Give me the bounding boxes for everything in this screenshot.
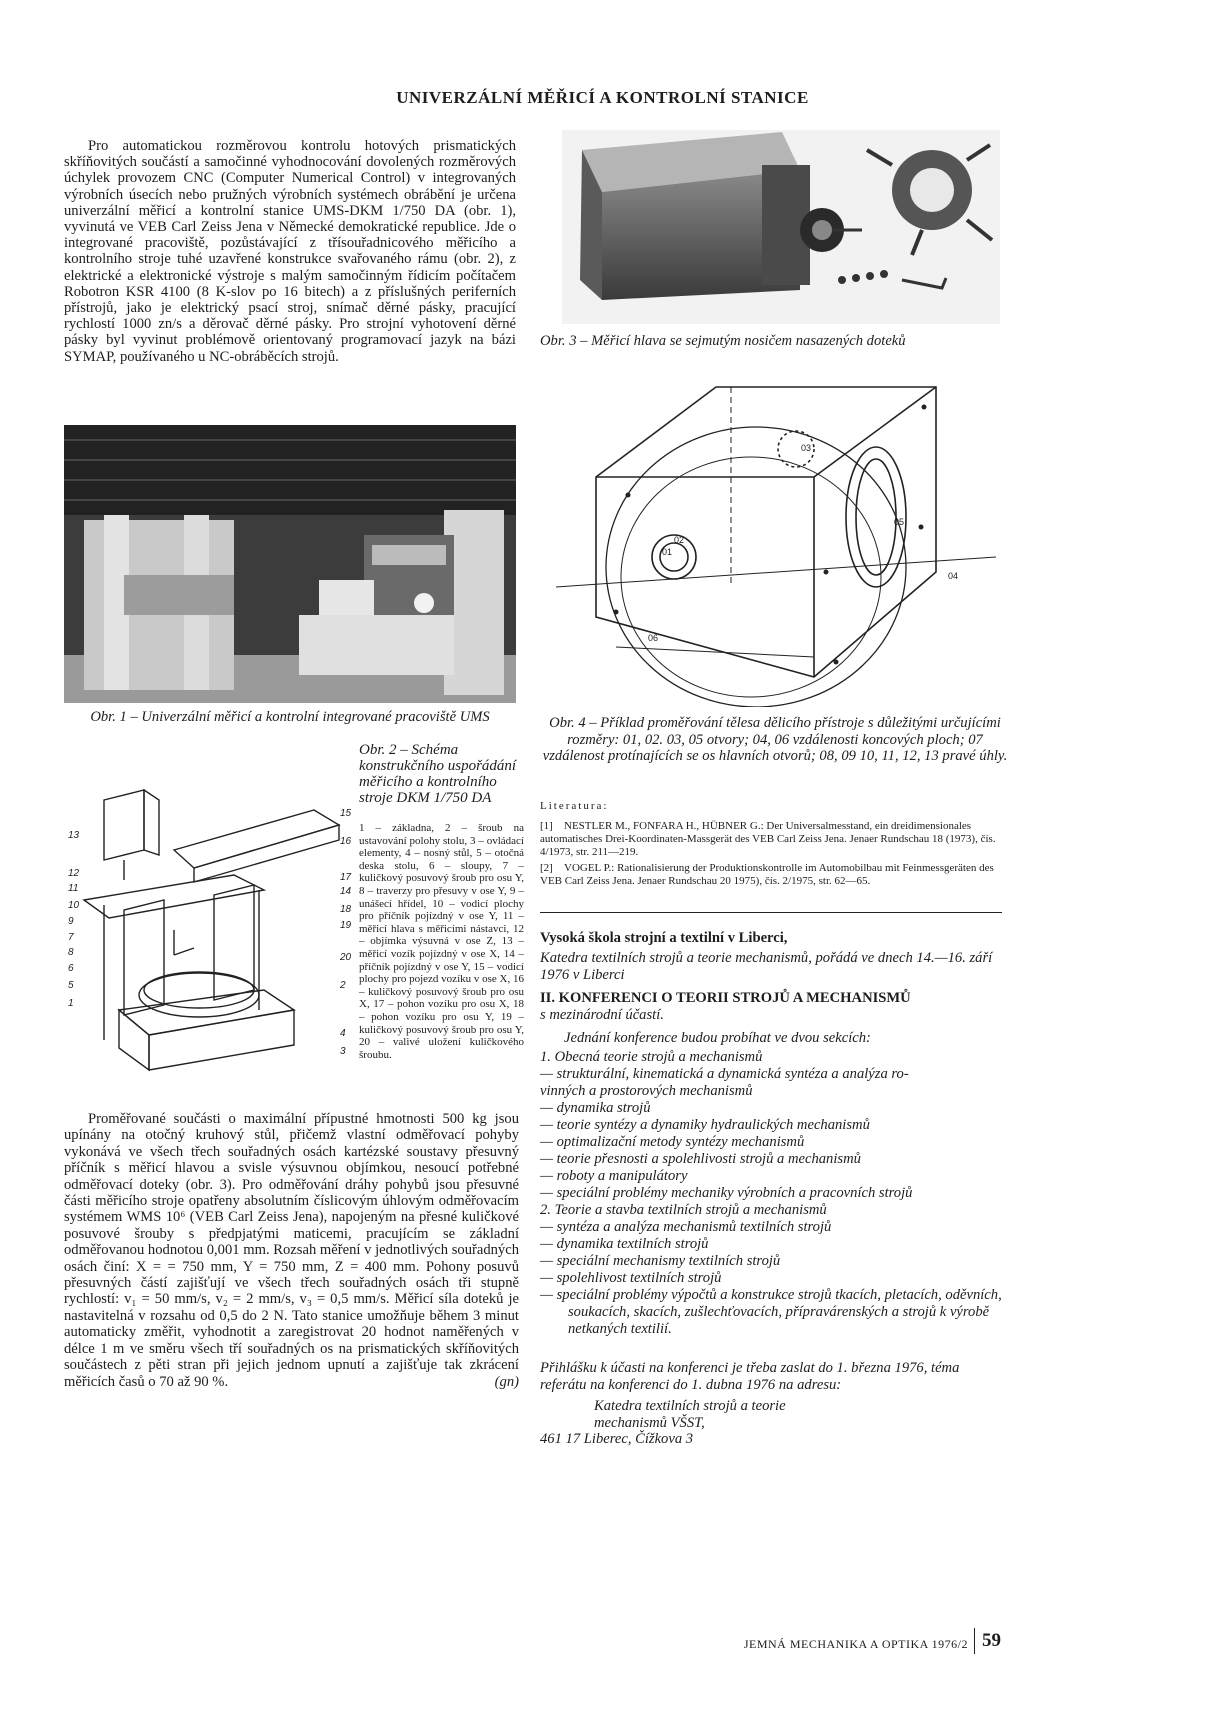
- figure-2-legend: 1 – základna, 2 – šroub na ustavování polohy stolu, 3 – ovládací elementy, 4 – nosný stůl, 5 – otočná deska stolu, 6 – sloupy, 7 – kuličkový posuvový šroub pro osu Y, 8 – traverzy pro přesuvy v ose Y, 9 – unášecí hřídel, 10 – vodicí plochy pro příčník pojízdný v ose Y, 11 – měřicí hlava s měřicími nástavci, 12 – objímka výsuvná v ose Z, 13 – měřicí vozík pojízdný v ose X, 14 – příčník pojízdný v ose Y, 15 – vodicí plochy pro pojezd vozíku v ose X, 16 – kuličkový posuvový šroub pro osu X, 17 – pohon vozíku pro osu X, 18 – pohon vozíku pro osu Y, 19 – kuličkový posuvový šroub pro osu Y, 20 – valivé uložení kuličkového šroubu.: [359, 822, 524, 1061]
- literature-heading: Literatura:: [540, 800, 609, 812]
- page-title: UNIVERZÁLNÍ MĚŘICÍ A KONTROLNÍ STANICE: [396, 88, 809, 107]
- address-line: mechanismů VŠST,: [594, 1414, 705, 1431]
- address-line: 461 17 Liberec, Čížkova 3: [540, 1431, 694, 1447]
- fig2-label-right-14: 14: [340, 886, 352, 897]
- fig2-label-left-12: 12: [68, 868, 80, 879]
- topic-item: — syntéza a analýza mechanismů textilních strojů: [540, 1219, 832, 1235]
- figure-1-caption: Obr. 1 – Univerzální měřicí a kontrolní integrované pracoviště UMS: [90, 709, 490, 725]
- topic-item: — optimalizační metody syntézy mechanismů: [540, 1134, 805, 1150]
- fig2-label-right-16: 16: [340, 836, 352, 847]
- conference-heading: II. KONFERENCI O TEORII STROJŮ A MECHANISMŮ: [540, 990, 911, 1006]
- figure-2-caption: Obr. 2 – Schéma konstrukčního uspořádání měřicího a kontrolního stroje DKM 1/750 DA: [359, 742, 517, 806]
- literature-list: [540, 820, 1002, 888]
- topic-item: vinných a prostorových mechanismů: [540, 1083, 753, 1099]
- topic-item: — dynamika strojů: [540, 1100, 651, 1116]
- conference-organizer: Vysoká škola strojní a textilní v Liberci,: [540, 930, 788, 946]
- page-number: 59: [982, 1630, 1001, 1651]
- topic-item: — strukturální, kinematická a dynamická syntéza a analýza ro-: [540, 1066, 909, 1082]
- fig4-label-06: 06: [648, 633, 659, 643]
- conference-address: [540, 1398, 1004, 1448]
- conference-application: Přihlášku k účasti na konferenci je třeba zaslat do 1. března 1976, téma referátu na konferenci do 1. dubna 1976 na adresu:: [540, 1360, 960, 1393]
- topic-item: 2. Teorie a stavba textilních strojů a mechanismů: [540, 1202, 827, 1218]
- intro-paragraph: Pro automatickou rozměrovou kontrolu hotových prismatických skříňovitých součástí a samočinné vyhodnocování dovolených rozměrových úchylek provozem CNC (Computer Numerical Control) v integrovaných výrobních úsecích nebo pružných výrobních systémech obrábění je určena univerzální měřicí a kontrolní stanice UMS-DKM 1/750 DA (obr. 1), vyvinutá ve VEB Carl Zeiss Jena v Německé demokratické republice. Jde o integrované pracoviště, pozůstávající z třísouřadnicového měřicího a kontrolního stroje tuhé uzavřené konstrukce svařovaného rámu (obr. 2), z elektrické a elektronické výstroje s malým samočinným řídicím počítačem Robotron KSR 4100 (8 K-slov po 16 bitech) a z příslušných periferních přístrojů, jako je elektrický psací stroj, snímač děrné pásky, pracující rychlostí 1000 zn/s a děrovač děrné pásky. Pro strojní vyhotovení děrné pásky byl vyvinut problémově orientovaný programovací jazyk na bázi SYMAP, používaného u NC-obráběcích strojů.: [64, 138, 516, 365]
- figure-3-photo: [562, 130, 1000, 324]
- section-divider: [540, 912, 1002, 913]
- body-text: Proměřované součásti o maximální přípustné hmotnosti 500 kg jsou upínány na otočný kruhový stůl, přičemž vlastní odměřovací pohyby vykonává ve všech třech souřadných osách kartézské soustavy přesuvný příčník s měřicí hlavou a svisle výsuvnou objímkou, nesoucí potřebné odměřovací doteky (obr. 3). Pro odměřování dráhy pohybů jsou přesuvné části měřicího stroje opatřeny absolutním číslicovým úhlovým odměřovacím systémem WMS 10⁶ (VEB Carl Zeiss Jena), napojeným na přesné kuličkové posuvové šrouby s předpjatými maticemi, pracujícím se základní odměřovanou hodnotou 0,001 mm. Rozsah měření v jednotlivých souřadných osách činí: X = = 750 mm, Y = 750 mm, Z = 400 mm. Pohony posuvů přesuvných částí zajišťují ve všech třech souřadných osách tři stupně rychlostí: v₁ = 50 mm/s, v₂ = 2 mm/s, v₃ = 0,5 mm/s. Měřicí síla doteků je nastavitelná v rozsahu od 0,5 do 2 N. Tato stanice umožňuje během 3 minut automaticky změřit, vyhodnotit a zaregistrovat 20 hodnot naměřených v délce 1 m ve směru všech tří souřadných os na prismatických skříňovitých součástech z pěti stran při jejich jednom upnutí a zajišťuje tak zkrácení měřicích časů o 70 až 90 %.: [64, 1111, 519, 1390]
- footer-journal: JEMNÁ MECHANIKA A OPTIKA 1976/2: [743, 1637, 968, 1651]
- conference-intro: Jednání konference budou probíhat ve dvou sekcích:: [564, 1030, 871, 1046]
- body-paragraph: [64, 1111, 519, 1390]
- fig4-label-04: 04: [948, 571, 959, 581]
- conference-subheading: s mezinárodní účastí.: [540, 1007, 664, 1023]
- fig2-label-right-17: 17: [340, 872, 352, 883]
- literature-item: [1] NESTLER M., FONFARA H., HÜBNER G.: Der Universalmesstand, ein dreidimensionales automatisches Drei-Koordinaten-Massgerät des VEB Carl Zeiss Jena. Jenaer Rundschau 18 (1973), čís. 4/1973, str. 211—219.: [540, 820, 996, 858]
- fig2-label-right-2: 2: [340, 980, 346, 991]
- fig4-label-01: 01: [662, 547, 673, 557]
- figure-4-drawing: [556, 357, 1002, 707]
- body-signature: (gn): [494, 1373, 519, 1390]
- footer-divider: [974, 1628, 975, 1654]
- fig4-label-03: 03: [801, 443, 812, 453]
- fig2-label-right-20: 20: [340, 952, 352, 963]
- figure-3-caption: Obr. 3 – Měřicí hlava se sejmutým nosičem nasazených doteků: [540, 333, 906, 349]
- fig2-label-left-5: 5: [68, 980, 74, 991]
- fig2-label-left-6: 6: [68, 963, 74, 974]
- address-line: Katedra textilních strojů a teorie: [594, 1398, 786, 1414]
- fig2-label-right-15: 15: [340, 808, 352, 819]
- topic-item: — roboty a manipulátory: [540, 1168, 688, 1184]
- figure-4-caption: Obr. 4 – Příklad proměřování tělesa dělicího přístroje s důležitými určujícími rozměry: 01, 02. 03, 05 otvory; 04, 06 vzdálenosti koncových ploch; 07 vzdálenost protínajících se os hlavních otvorů; 08, 09 10, 11, 12, 13 pravé úhly.: [542, 715, 1008, 764]
- fig2-label-right-18: 18: [340, 904, 352, 915]
- conference-topics: [540, 1049, 1006, 1338]
- topic-item: — dynamika textilních strojů: [540, 1236, 709, 1252]
- figure-2-labels: [64, 780, 354, 1080]
- topic-item: — speciální problémy výpočtů a konstrukce strojů tkacích, pletacích, oděvních, soukacích, skacích, zušlechťovacích, přípravárenských a strojů k výrobě netkaných textilií.: [540, 1287, 1002, 1337]
- fig2-label-left-13: 13: [68, 830, 80, 841]
- figure-1-photo: [64, 425, 516, 703]
- topic-item: — teorie syntézy a dynamiky hydraulických mechanismů: [540, 1117, 870, 1133]
- fig2-label-left-10: 10: [68, 900, 80, 911]
- fig2-label-right-4: 4: [340, 1028, 346, 1039]
- topic-item: — spolehlivost textilních strojů: [540, 1270, 722, 1286]
- fig2-label-left-8: 8: [68, 947, 74, 958]
- topic-item: — speciální mechanismy textilních strojů: [540, 1253, 781, 1269]
- fig4-label-02: 02: [674, 535, 685, 545]
- fig2-label-left-7: 7: [68, 932, 74, 943]
- fig2-label-left-11: 11: [68, 883, 79, 894]
- fig4-label-05: 05: [894, 517, 905, 527]
- fig2-label-right-19: 19: [340, 920, 352, 931]
- conference-announce: Katedra textilních strojů a teorie mechanismů, pořádá ve dnech 14.—16. září 1976 v Liberci: [540, 950, 993, 983]
- fig2-label-right-3: 3: [340, 1046, 346, 1057]
- topic-item: 1. Obecná teorie strojů a mechanismů: [540, 1049, 763, 1065]
- fig2-label-left-1: 1: [68, 998, 74, 1009]
- fig2-label-left-9: 9: [68, 916, 74, 927]
- topic-item: — teorie přesnosti a spolehlivosti strojů a mechanismů: [540, 1151, 861, 1167]
- literature-item: [2] VOGEL P.: Rationalisierung der Produktionskontrolle im Automobilbau mit Feinmessgeräten des VEB Carl Zeiss Jena. Jenaer Rundschau 20 1975), čís. 2/1975, str. 62—65.: [540, 862, 994, 887]
- topic-item: — speciální problémy mechaniky výrobních a pracovních strojů: [540, 1185, 913, 1201]
